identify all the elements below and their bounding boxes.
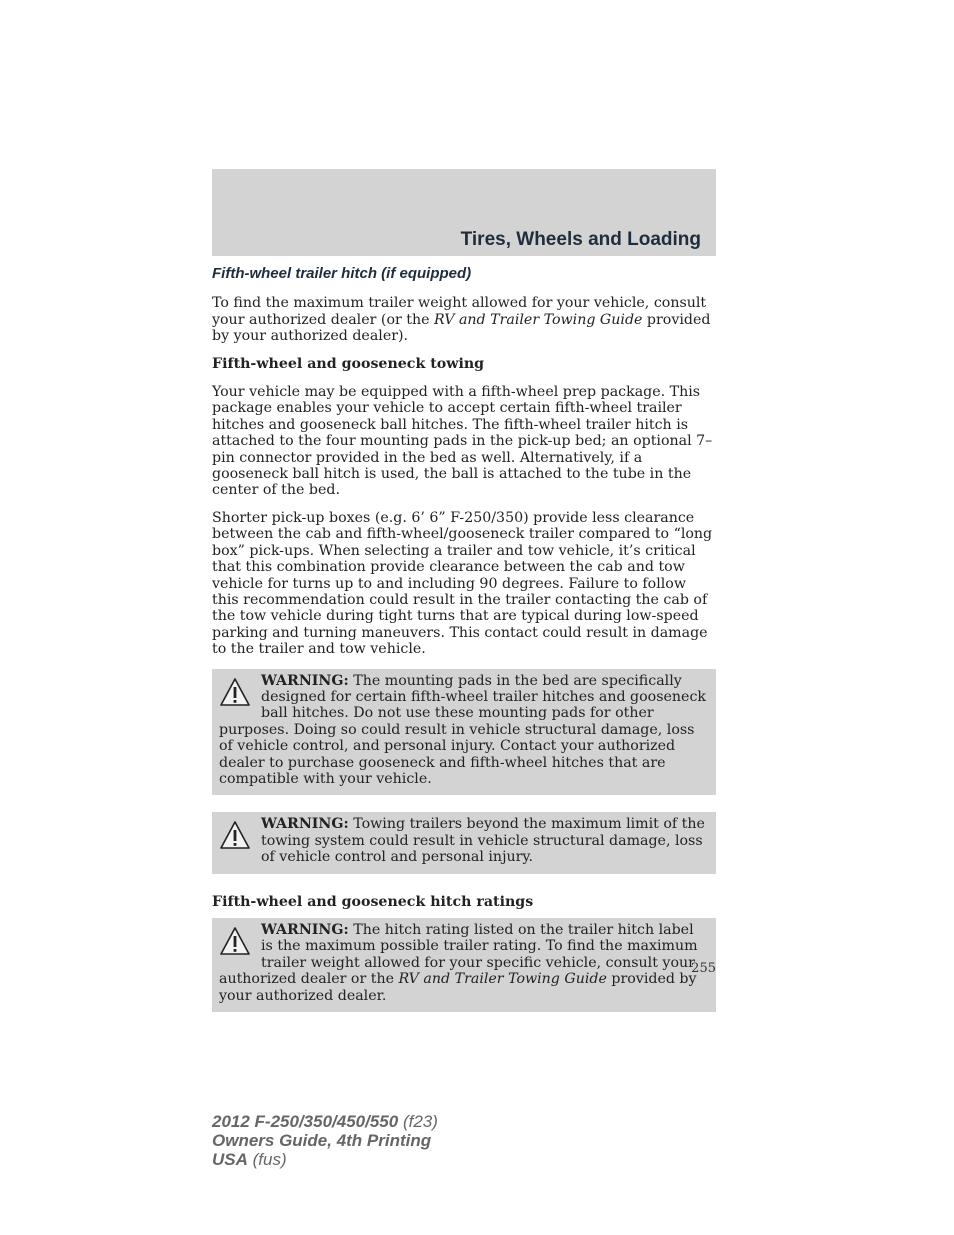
footer xyxy=(212,1112,438,1169)
header-band xyxy=(212,169,716,256)
intro-text-end: provided by your authorized dealer). xyxy=(212,311,711,345)
warning-box-mounting-pads xyxy=(212,669,716,796)
towing-paragraph: Your vehicle may be equipped with a fifth-wheel prep package. This package enables your vehicle to accept certain fifth-wheel trailer hitches and gooseneck ball hitches. The fifth-wheel trailer hitch is attached to the four mounting pads in the pick-up bed; an optional 7–pin connector provided in the bed as well. Alternatively, if a gooseneck ball hitch is used, the ball is attached to the tube in the center of the bed. xyxy=(212,384,713,499)
warning-text: Towing trailers beyond the maximum limit of the towing system could result in vehicle structural damage, loss of vehicle control and personal injury. xyxy=(261,816,705,866)
warning-label: WARNING: xyxy=(261,816,349,833)
footer-line-3 xyxy=(212,1150,438,1169)
footer-model: 2012 F-250/350/450/550 xyxy=(212,1112,399,1131)
warning-label: WARNING: xyxy=(261,672,349,689)
warning-triangle-icon xyxy=(219,677,251,707)
guide-title: RV and Trailer Towing Guide xyxy=(398,971,607,988)
intro-text-start: To find the maximum trailer weight allowed for your vehicle, consult your authorized dealer (or the xyxy=(212,295,707,328)
warning-box-towing-limit xyxy=(212,812,716,873)
warning-box-hitch-rating xyxy=(212,918,716,1012)
guide-title: RV and Trailer Towing Guide xyxy=(434,311,643,328)
footer-market: USA xyxy=(212,1150,248,1169)
warning-text: The mounting pads in the bed are specifically designed for certain fifth-wheel trailer hitches and gooseneck ball hitches. Do not use these mounting pads for other purposes. Doing so could result in vehicle structural damage, loss of vehicle control, and personal injury. Contact your authorized dealer to purchase gooseneck and fifth-wheel hitches that are compatible with your vehicle. xyxy=(219,672,706,787)
warning-label: WARNING: xyxy=(261,922,349,938)
page-content xyxy=(212,266,716,1029)
section-title: Fifth-wheel trailer hitch (if equipped) xyxy=(212,265,472,282)
chapter-title: Tires, Wheels and Loading xyxy=(460,229,701,250)
footer-market-code: (fus) xyxy=(247,1150,287,1169)
warning-triangle-icon xyxy=(219,926,251,956)
footer-line-1 xyxy=(212,1112,438,1131)
subheading-hitch-ratings: Fifth-wheel and gooseneck hitch ratings xyxy=(212,893,534,910)
clearance-paragraph: Shorter pick-up boxes (e.g. 6’ 6” F-250/350) provide less clearance between the cab and fifth-wheel/gooseneck trailer compared to “long box” pick-ups. When selecting a trailer and tow vehicle, it’s critical that this combination provide clearance between the cab and tow vehicle for turns up to and including 90 degrees. Failure to follow this recommendation could result in the trailer contacting the cab of the tow vehicle during tight turns that are typical during low-speed parking and turning maneuvers. This contact could result in damage to the trailer and tow vehicle. xyxy=(212,509,713,658)
warning-triangle-icon xyxy=(219,820,251,850)
warning-text-end: provided by your authorized dealer. xyxy=(219,971,697,1004)
page-number: 255 xyxy=(691,961,716,976)
footer-line-2: Owners Guide, 4th Printing xyxy=(212,1131,432,1150)
intro-paragraph xyxy=(212,295,716,344)
warning-text: The hitch rating listed on the trailer hitch label is the maximum possible trailer rating. To find the maximum trailer weight allowed for your specific vehicle, consult your authorized dealer or the xyxy=(219,922,698,988)
footer-model-code: (f23) xyxy=(398,1112,438,1131)
subheading-towing: Fifth-wheel and gooseneck towing xyxy=(212,355,485,372)
